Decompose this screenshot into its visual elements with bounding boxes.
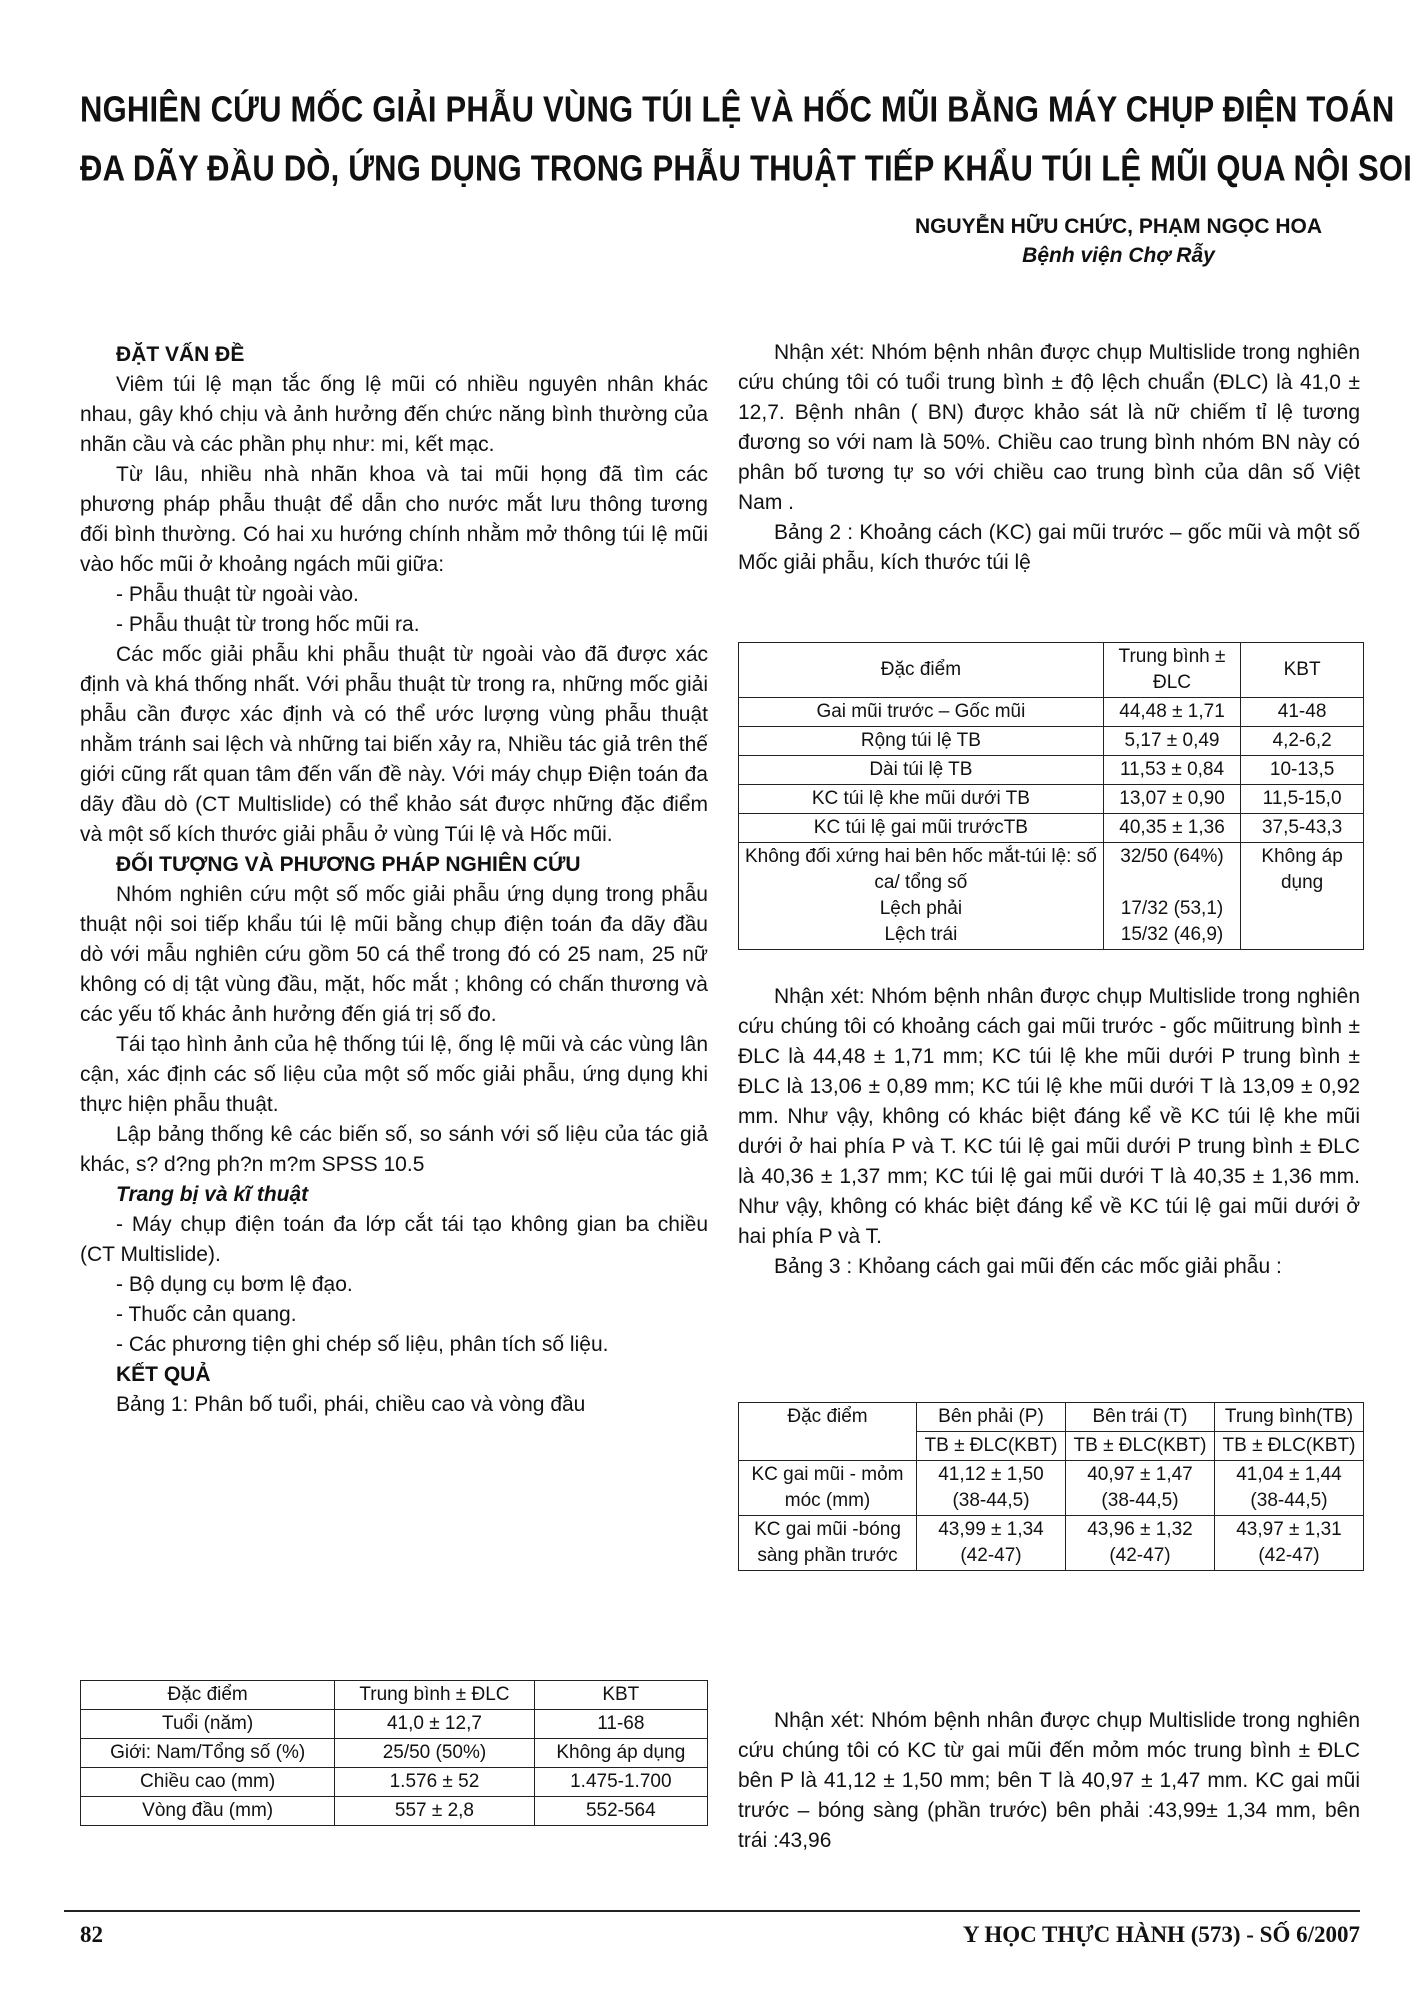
table-row — [739, 698, 1364, 727]
list-item: - Máy chụp điện toán đa lớp cắt tái tạo không gian ba chiều (CT Multislide). — [80, 1213, 708, 1266]
table-cell: 40,35 ± 1,36 — [1103, 814, 1240, 843]
author-names: NGUYỄN HỮU CHỨC, PHẠM NGỌC HOA — [914, 215, 1322, 238]
cell-text: 15/32 (46,9) — [1120, 924, 1224, 945]
left-column — [80, 340, 708, 1420]
table-header: Trung bình(TB) — [1214, 1403, 1363, 1432]
table-cell: KC túi lệ khe mũi dưới TB — [739, 785, 1104, 814]
paragraph: Tái tạo hình ảnh của hệ thống túi lệ, ống lệ mũi và các vùng lân cận, xác định các số liệu của một số mốc giải phẫu, ứng dụng khi thực hiện phẫu thuật. — [80, 1033, 708, 1116]
paragraph: Nhận xét: Nhóm bệnh nhân được chụp Multislide trong nghiên cứu chúng tôi có tuổi trung bình ± độ lệch chuẩn (ĐLC) là 41,0 ± 12,7. Bệnh nhân ( BN) được khảo sát là nữ chiếm tỉ lệ tương đương so với nam là 50%. Chiều cao trung bình nhóm BN này có phân bố tương tự so với chiều cao trung bình của dân số Việt Nam . — [738, 341, 1360, 514]
table-header: Bên phải (P) — [917, 1403, 1066, 1432]
paragraph: Lập bảng thống kê các biến số, so sánh với số liệu của tác giả khác, s? d?ng ph?n m?m SPSS 10.5 — [80, 1123, 708, 1176]
paragraph: Các mốc giải phẫu khi phẫu thuật từ ngoài vào đã được xác định và khá thống nhất. Với phẫu thuật từ trong ra, những mốc giải phẫu cần được xác định và có thể ước lượng vùng phẫu thuật nhằm tránh sai lệch và những tai biến xảy ra, Nhiều tác giả trên thế giới cũng rất quan tâm đến vấn đề này. Với máy chụp Điện toán đa dãy đầu dò (CT Multislide) có thể khảo sát được những đặc điểm và một số kích thước giải phẫu ở vùng Túi lệ và Hốc mũi. — [80, 643, 708, 846]
table-row — [739, 1461, 1364, 1516]
table-row — [81, 1739, 708, 1768]
table-cell: Không áp dụng — [1241, 843, 1364, 950]
table-cell: 11-68 — [534, 1710, 707, 1739]
page-number: 82 — [80, 1922, 103, 1947]
table-cell: 25/50 (50%) — [335, 1739, 534, 1768]
table-header: Trung bình ± ĐLC — [1103, 643, 1240, 698]
list-item: - Phẫu thuật từ ngoài vào. — [116, 583, 359, 606]
table-row — [739, 756, 1364, 785]
table-cell: Chiều cao (mm) — [81, 1768, 335, 1797]
table-cell: 5,17 ± 0,49 — [1103, 727, 1240, 756]
table-row — [739, 727, 1364, 756]
right-column-continued — [738, 982, 1360, 1282]
table-cell: 44,48 ± 1,71 — [1103, 698, 1240, 727]
cell-text: 17/32 (53,1) — [1120, 898, 1224, 919]
section-heading-results: KẾT QUẢ — [116, 1363, 211, 1386]
table-row — [81, 1797, 708, 1826]
list-item: - Phẫu thuật từ trong hốc mũi ra. — [116, 613, 420, 636]
table-row — [739, 785, 1364, 814]
table-cell: 4,2-6,2 — [1241, 727, 1364, 756]
table-cell: 557 ± 2,8 — [335, 1797, 534, 1826]
subsection-heading: Trang bị và kĩ thuật — [116, 1183, 309, 1206]
section-heading-intro: ĐẶT VẤN ĐỀ — [116, 343, 245, 366]
table-cell — [1103, 843, 1240, 950]
article-title — [80, 80, 1413, 198]
table-cell: KC túi lệ gai mũi trướcTB — [739, 814, 1104, 843]
table-header-row — [739, 1403, 1364, 1432]
journal-name: Y HỌC THỰC HÀNH (573) - SỐ 6/2007 — [962, 1922, 1360, 1947]
paragraph: Nhóm nghiên cứu một số mốc giải phẫu ứng dụng trong phẫu thuật nội soi tiếp khẩu túi lệ mũi bằng chụp điện toán đa dãy đầu dò với mẫu nghiên cứu gồm 50 cá thể trong đó có 25 nam, 25 nữ không có dị tật vùng đầu, mặt, hốc mắt ; không có chấn thương và các yếu tố khác ảnh hưởng đến giá trị số đo. — [80, 883, 708, 1026]
paragraph: Nhận xét: Nhóm bệnh nhân được chụp Multislide trong nghiên cứu chúng tôi có khoảng cách gai mũi trước - gốc mũitrung bình ± ĐLC là 44,48 ± 1,71 mm; KC túi lệ khe mũi dưới P trung bình ± ĐLC là 13,06 ± 0,89 mm; KC túi lệ khe mũi dưới T là 13,09 ± 0,92 mm. Như vậy, không có khác biệt đáng kể về KC túi lệ khe mũi dưới ở hai phía P và T. KC túi lệ gai mũi dưới P trung bình ± ĐLC là 40,36 ± 1,37 mm; KC túi lệ gai mũi dưới T là 40,35 ± 1,36 mm. Như vậy, không có khác biệt đáng kể về KC túi lệ gai mũi dưới ở hai phía P và T. — [738, 985, 1360, 1248]
right-column — [738, 338, 1360, 578]
list-item: - Các phương tiện ghi chép số liệu, phân tích số liệu. — [116, 1333, 609, 1356]
table-row — [739, 1516, 1364, 1571]
section-heading-methods: ĐỐI TƯỢNG VÀ PHƯƠNG PHÁP NGHIÊN CỨU — [116, 853, 581, 876]
table-cell: 37,5-43,3 — [1241, 814, 1364, 843]
title-line-2: ĐA DÃY ĐẦU DÒ, ỨNG DỤNG TRONG PHẪU THUẬT TIẾP KHẨU TÚI LỆ MŨI QUA NỘI SOI — [80, 147, 1413, 189]
list-item: - Thuốc cản quang. — [116, 1303, 297, 1326]
table-cell: 11,5-15,0 — [1241, 785, 1364, 814]
table-cell: Giới: Nam/Tổng số (%) — [81, 1739, 335, 1768]
table-cell: 41,12 ± 1,50 (38-44,5) — [917, 1461, 1066, 1516]
cell-text: Không đối xứng hai bên hốc mắt-túi lệ: số ca/ tổng số — [745, 846, 1097, 893]
table-caption: Bảng 3 : Khỏang cách gai mũi đến các mốc giải phẫu : — [774, 1255, 1282, 1278]
affiliation: Bệnh viện Chợ Rẫy — [1022, 244, 1215, 267]
cell-text: Lệch trái — [884, 924, 958, 945]
table-cell: 41,04 ± 1,44 (38-44,5) — [1214, 1461, 1363, 1516]
table-header: Bên trái (T) — [1065, 1403, 1214, 1432]
table-cell: 1.576 ± 52 — [335, 1768, 534, 1797]
table-cell: 40,97 ± 1,47 (38-44,5) — [1065, 1461, 1214, 1516]
cell-text: Lệch phải — [879, 898, 963, 919]
table-subheader: TB ± ĐLC(KBT) — [1065, 1432, 1214, 1461]
footer-rule — [64, 1910, 1360, 1912]
table-subheader: TB ± ĐLC(KBT) — [1214, 1432, 1363, 1461]
table-cell: 43,96 ± 1,32 (42-47) — [1065, 1516, 1214, 1571]
table-header-row — [739, 643, 1364, 698]
table-row — [739, 843, 1364, 950]
author-block — [915, 212, 1322, 270]
table-row — [81, 1768, 708, 1797]
table-row — [739, 814, 1364, 843]
table-cell: 41,0 ± 12,7 — [335, 1710, 534, 1739]
table-caption: Bảng 1: Phân bố tuổi, phái, chiều cao và vòng đầu — [116, 1393, 586, 1416]
paragraph: Nhận xét: Nhóm bệnh nhân được chụp Multislide trong nghiên cứu chúng tôi có KC từ gai mũi đến mỏm móc trung bình ± ĐLC bên P là 41,12 ± 1,50 mm; bên T là 40,97 ± 1,47 mm. KC gai mũi trước – bóng sàng (phần trước) bên phải :43,99± 1,34 mm, bên trái :43,96 — [738, 1709, 1360, 1852]
table-cell: 10-13,5 — [1241, 756, 1364, 785]
table-cell: 41-48 — [1241, 698, 1364, 727]
table-header: KBT — [534, 1681, 707, 1710]
paragraph: Viêm túi lệ mạn tắc ống lệ mũi có nhiều nguyên nhân khác nhau, gây khó chịu và ảnh hưởng đến chức năng bình thường của nhãn cầu và các phần phụ như: mi, kết mạc. — [80, 373, 708, 456]
list-item: - Bộ dụng cụ bơm lệ đạo. — [116, 1273, 353, 1296]
table-caption: Bảng 2 : Khoảng cách (KC) gai mũi trước – gốc mũi và một số Mốc giải phẫu, kích thước túi lệ — [738, 521, 1360, 574]
table-header: Đặc điểm — [739, 1403, 917, 1461]
table-cell: 13,07 ± 0,90 — [1103, 785, 1240, 814]
table-cell: 1.475-1.700 — [534, 1768, 707, 1797]
table-cell: 43,97 ± 1,31 (42-47) — [1214, 1516, 1363, 1571]
table-cell — [739, 843, 1104, 950]
table-2 — [738, 642, 1364, 950]
table-cell: Không áp dụng — [534, 1739, 707, 1768]
table-header: KBT — [1241, 643, 1364, 698]
table-cell: Vòng đầu (mm) — [81, 1797, 335, 1826]
table-1 — [80, 1680, 708, 1826]
table-cell: KC gai mũi - mỏm móc (mm) — [739, 1461, 917, 1516]
table-cell: Gai mũi trước – Gốc mũi — [739, 698, 1104, 727]
table-cell: 43,99 ± 1,34 (42-47) — [917, 1516, 1066, 1571]
table-cell: Rộng túi lệ TB — [739, 727, 1104, 756]
table-cell: KC gai mũi -bóng sàng phần trước — [739, 1516, 917, 1571]
table-cell: 11,53 ± 0,84 — [1103, 756, 1240, 785]
table-subheader: TB ± ĐLC(KBT) — [917, 1432, 1066, 1461]
paragraph: Từ lâu, nhiều nhà nhãn khoa và tai mũi họng đã tìm các phương pháp phẫu thuật để dẫn cho nước mắt lưu thông tương đối bình thường. Có hai xu hướng chính nhằm mở thông túi lệ mũi vào hốc mũi ở khoảng ngách mũi giữa: — [80, 463, 708, 576]
title-line-1: NGHIÊN CỨU MỐC GIẢI PHẪU VÙNG TÚI LỆ VÀ HỐC MŨI BẰNG MÁY CHỤP ĐIỆN TOÁN — [80, 88, 1395, 130]
table-header: Đặc điểm — [739, 643, 1104, 698]
table-cell: 552-564 — [534, 1797, 707, 1826]
table-header-row — [81, 1681, 708, 1710]
cell-text: 32/50 (64%) — [1120, 846, 1224, 867]
table-3 — [738, 1402, 1364, 1571]
table-header: Trung bình ± ĐLC — [335, 1681, 534, 1710]
table-cell: Tuổi (năm) — [81, 1710, 335, 1739]
table-row — [81, 1710, 708, 1739]
table-cell: Dài túi lệ TB — [739, 756, 1104, 785]
table-header: Đặc điểm — [81, 1681, 335, 1710]
right-column-end — [738, 1706, 1360, 1856]
